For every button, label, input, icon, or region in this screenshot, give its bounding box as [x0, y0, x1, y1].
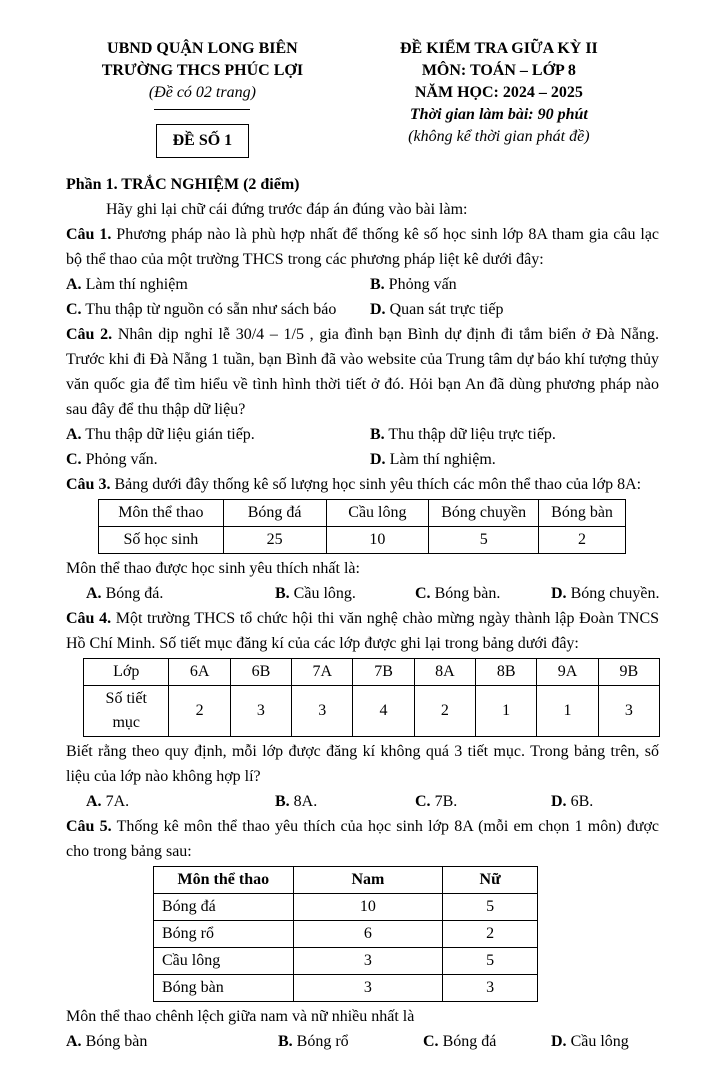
q4-h4: 7B — [353, 659, 414, 686]
q4-r0: Số tiết mục — [84, 686, 169, 737]
q1-options-row1 — [66, 272, 659, 297]
exam-subject: MÔN: TOÁN – LỚP 8 — [421, 62, 576, 79]
q3-option-d — [551, 581, 659, 606]
header-divider — [154, 109, 250, 110]
q4-option-d-letter: D. — [551, 793, 567, 810]
q1-text — [66, 222, 659, 272]
q5-table-row-4 — [154, 975, 538, 1002]
q5-option-b-text: Bóng rổ — [296, 1033, 349, 1050]
q5-table-row-3 — [154, 948, 538, 975]
q2-option-b — [370, 422, 659, 447]
q2-option-d-text: Làm thí nghiệm. — [389, 451, 496, 468]
q1-option-b — [370, 272, 659, 297]
exam-title: ĐỀ KIỂM TRA GIỮA KỲ II — [399, 40, 598, 57]
q4-label: Câu 4. — [66, 610, 112, 627]
q5-option-c-text: Bóng đá — [442, 1033, 497, 1050]
q5-r4c1: 3 — [293, 975, 443, 1002]
q2-option-b-letter: B. — [370, 426, 385, 443]
q4-h3: 7A — [292, 659, 353, 686]
q2-option-d-letter: D. — [370, 451, 386, 468]
q1-option-b-letter: B. — [370, 276, 385, 293]
q3-option-c-letter: C. — [415, 585, 431, 602]
q1-label: Câu 1. — [66, 226, 112, 243]
q1-option-d-text: Quan sát trực tiếp — [389, 301, 504, 318]
part1-title: Phần 1. TRẮC NGHIỆM (2 điểm) — [66, 176, 300, 193]
q5-table-row-2 — [154, 921, 538, 948]
q5-r2c0: Bóng rổ — [154, 921, 294, 948]
q5-table-row-1 — [154, 894, 538, 921]
exam-title-block — [339, 38, 659, 158]
q1-option-c-letter: C. — [66, 301, 82, 318]
q4-after: Biết rằng theo quy định, mỗi lớp được đăng kí không quá 3 tiết mục. Trong bảng trên, số liệu của lớp nào không hợp lí? — [66, 743, 659, 785]
q4-h6: 8B — [476, 659, 537, 686]
q4-r5: 2 — [414, 686, 475, 737]
q1-option-c-text: Thu thập từ nguồn có sẵn như sách báo — [85, 301, 337, 318]
q2-option-a — [66, 422, 370, 447]
q5-r3c2: 5 — [443, 948, 538, 975]
q3-h0: Môn thể thao — [99, 500, 224, 527]
q4-option-a-text: 7A. — [105, 793, 130, 810]
q3-option-b-letter: B. — [275, 585, 290, 602]
q4-option-b-text: 8A. — [293, 793, 318, 810]
q4-stem: Một trường THCS tổ chức hội thi văn nghệ chào mừng ngày thành lập Đoàn TNCS Hồ Chí Minh. Số tiết mục đăng kí của các lớp được ghi lại trong bảng dưới đây: — [66, 610, 660, 652]
q4-option-c-letter: C. — [415, 793, 431, 810]
q5-option-d-text: Cầu lông — [570, 1033, 629, 1050]
q4-h0: Lớp — [84, 659, 169, 686]
q3-table-data-row — [99, 527, 626, 554]
q4-h5: 8A — [414, 659, 475, 686]
part1-instruction: Hãy ghi lại chữ cái đứng trước đáp án đúng vào bài làm: — [106, 201, 468, 218]
q4-option-c — [415, 789, 551, 814]
q4-r4: 4 — [353, 686, 414, 737]
q5-r1c2: 5 — [443, 894, 538, 921]
q3-after: Môn thể thao được học sinh yêu thích nhất là: — [66, 560, 360, 577]
q3-table-header-row — [99, 500, 626, 527]
exam-body — [66, 172, 659, 1054]
q2-options-row2 — [66, 447, 659, 472]
q4-text — [66, 606, 659, 656]
q4-r8: 3 — [598, 686, 659, 737]
q4-h2: 6B — [230, 659, 291, 686]
q3-option-a — [86, 581, 275, 606]
q2-option-b-text: Thu thập dữ liệu trực tiếp. — [388, 426, 556, 443]
q5-option-b — [278, 1029, 423, 1054]
q4-option-d — [551, 789, 659, 814]
q2-option-c-letter: C. — [66, 451, 82, 468]
q4-options-row — [66, 789, 659, 814]
q4-option-c-text: 7B. — [434, 793, 458, 810]
q2-option-a-text: Thu thập dữ liệu gián tiếp. — [85, 426, 255, 443]
q5-option-a-text: Bóng bàn — [85, 1033, 148, 1050]
q5-label: Câu 5. — [66, 818, 112, 835]
q1-option-d — [370, 297, 659, 322]
q3-label: Câu 3. — [66, 476, 111, 493]
q4-h7: 9A — [537, 659, 598, 686]
q3-option-c — [415, 581, 551, 606]
school-block — [66, 38, 339, 158]
q1-option-a-letter: A. — [66, 276, 82, 293]
q4-r6: 1 — [476, 686, 537, 737]
q3-r0: Số học sinh — [99, 527, 224, 554]
exam-duration-note: (không kể thời gian phát đề) — [408, 128, 590, 145]
q5-r2c1: 6 — [293, 921, 443, 948]
q4-r1: 2 — [169, 686, 230, 737]
org-name: UBND QUẬN LONG BIÊN — [107, 40, 298, 57]
pages-note: (Đề có 02 trang) — [148, 84, 256, 101]
q3-options-row — [66, 581, 659, 606]
q1-option-a-text: Làm thí nghiệm — [85, 276, 188, 293]
q5-h0: Môn thể thao — [154, 867, 294, 894]
q5-r3c1: 3 — [293, 948, 443, 975]
q5-option-c — [423, 1029, 551, 1054]
q3-r2: 10 — [326, 527, 429, 554]
exam-code-box — [156, 124, 250, 158]
q5-option-c-letter: C. — [423, 1033, 439, 1050]
q5-stem: Thống kê môn thể thao yêu thích của học sinh lớp 8A (mỗi em chọn 1 môn) được cho trong bảng sau: — [66, 818, 660, 860]
q2-text — [66, 322, 659, 422]
q4-table-data-row — [84, 686, 660, 737]
q3-option-d-text: Bóng chuyền. — [570, 585, 660, 602]
q4-h8: 9B — [598, 659, 659, 686]
q5-after: Môn thể thao chênh lệch giữa nam và nữ nhiều nhất là — [66, 1008, 415, 1025]
q2-options-row1 — [66, 422, 659, 447]
q5-option-a-letter: A. — [66, 1033, 82, 1050]
q5-r3c0: Cầu lông — [154, 948, 294, 975]
q3-option-b-text: Cầu lông. — [293, 585, 356, 602]
q3-h4: Bóng bàn — [539, 500, 626, 527]
q2-stem: Nhân dịp nghỉ lễ 30/4 – 1/5 , gia đình bạn Bình dự định đi tắm biển ở Đà Nẵng. Trước khi đi Đà Nẵng 1 tuần, bạn Bình đã vào website của Trung tâm dự báo khí tượng thủy văn quốc gia để tìm hiểu về tình hình thời tiết ở đó. Hỏi bạn An đã dùng phương pháp nào sau đây để thu thập dữ liệu? — [66, 326, 660, 418]
q3-r4: 2 — [539, 527, 626, 554]
q5-r1c0: Bóng đá — [154, 894, 294, 921]
q1-option-a — [66, 272, 370, 297]
q4-r3: 3 — [292, 686, 353, 737]
q1-option-d-letter: D. — [370, 301, 386, 318]
q5-option-d-letter: D. — [551, 1033, 567, 1050]
q4-r2: 3 — [230, 686, 291, 737]
q3-option-a-letter: A. — [86, 585, 102, 602]
school-name: TRƯỜNG THCS PHÚC LỢI — [101, 62, 304, 79]
q3-h2: Cầu lông — [326, 500, 429, 527]
q3-h3: Bóng chuyền — [429, 500, 539, 527]
q4-option-b — [275, 789, 415, 814]
q2-option-c-text: Phỏng vấn. — [85, 451, 158, 468]
q4-option-b-letter: B. — [275, 793, 290, 810]
q5-options-row — [66, 1029, 659, 1054]
q3-table — [98, 499, 626, 554]
q5-r1c1: 10 — [293, 894, 443, 921]
q3-h1: Bóng đá — [223, 500, 326, 527]
q5-r4c0: Bóng bàn — [154, 975, 294, 1002]
q4-option-d-text: 6B. — [570, 793, 594, 810]
q5-h1: Nam — [293, 867, 443, 894]
q3-option-a-text: Bóng đá. — [105, 585, 164, 602]
exam-header — [66, 38, 659, 158]
q2-option-a-letter: A. — [66, 426, 82, 443]
q3-stem: Bảng dưới đây thống kê số lượng học sinh yêu thích các môn thể thao của lớp 8A: — [114, 476, 642, 493]
q5-option-d — [551, 1029, 659, 1054]
q4-option-a — [86, 789, 275, 814]
q4-r7: 1 — [537, 686, 598, 737]
q2-option-c — [66, 447, 370, 472]
q4-table — [83, 658, 660, 737]
exam-duration: Thời gian làm bài: 90 phút — [409, 106, 588, 123]
q3-text — [66, 472, 659, 497]
q5-table — [153, 866, 538, 1002]
q4-table-header-row — [84, 659, 660, 686]
q3-option-c-text: Bóng bàn. — [434, 585, 501, 602]
q5-h2: Nữ — [443, 867, 538, 894]
q4-h1: 6A — [169, 659, 230, 686]
exam-code-label: ĐỀ SỐ 1 — [172, 132, 233, 149]
q5-r2c2: 2 — [443, 921, 538, 948]
q5-table-header-row — [154, 867, 538, 894]
q1-option-c — [66, 297, 370, 322]
q1-stem: Phương pháp nào là phù hợp nhất để thống kê số học sinh lớp 8A tham gia câu lạc bộ thể thao của một trường THCS trong các phương pháp liệt kê dưới đây: — [66, 226, 660, 268]
q3-option-d-letter: D. — [551, 585, 567, 602]
q2-label: Câu 2. — [66, 326, 113, 343]
exam-year: NĂM HỌC: 2024 – 2025 — [414, 84, 583, 101]
q4-option-a-letter: A. — [86, 793, 102, 810]
q1-options-row2 — [66, 297, 659, 322]
q5-text — [66, 814, 659, 864]
q1-option-b-text: Phỏng vấn — [388, 276, 457, 293]
q5-option-a — [66, 1029, 278, 1054]
q2-option-d — [370, 447, 659, 472]
q5-r4c2: 3 — [443, 975, 538, 1002]
q3-r1: 25 — [223, 527, 326, 554]
q5-option-b-letter: B. — [278, 1033, 293, 1050]
q3-option-b — [275, 581, 415, 606]
q3-r3: 5 — [429, 527, 539, 554]
